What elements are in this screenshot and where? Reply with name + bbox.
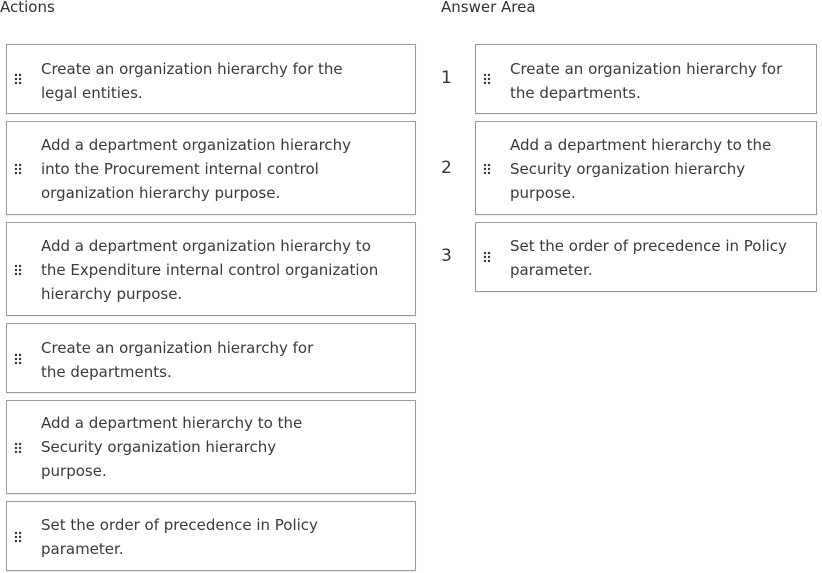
answer-text: Create an organization hierarchy for the departments. bbox=[510, 60, 783, 102]
action-text: Create an organization hierarchy for the legal entities. bbox=[41, 60, 343, 102]
drag-handle-icon[interactable] bbox=[14, 442, 22, 454]
action-item[interactable] bbox=[6, 400, 416, 494]
action-item[interactable] bbox=[6, 121, 416, 215]
answer-area-heading: Answer Area bbox=[441, 0, 536, 16]
action-text: Add a department hierarchy to the Security organization hierarchy purpose. bbox=[41, 414, 303, 480]
answer-slot[interactable] bbox=[475, 121, 817, 215]
drag-handle-icon[interactable] bbox=[483, 251, 491, 263]
answer-number: 2 bbox=[441, 158, 452, 178]
action-text: Add a department organization hierarchy into the Procurement internal control organization hierarchy purpose. bbox=[41, 136, 352, 202]
action-item[interactable] bbox=[6, 222, 416, 316]
drag-handle-icon[interactable] bbox=[14, 264, 22, 276]
actions-heading: Actions bbox=[0, 0, 55, 16]
action-item[interactable] bbox=[6, 501, 416, 571]
answer-number: 3 bbox=[441, 246, 452, 266]
action-text: Create an organization hierarchy for the departments. bbox=[41, 339, 314, 381]
drag-handle-icon[interactable] bbox=[483, 163, 491, 175]
drag-handle-icon[interactable] bbox=[14, 163, 22, 175]
answer-text: Add a department hierarchy to the Security organization hierarchy purpose. bbox=[510, 136, 772, 202]
action-item[interactable] bbox=[6, 44, 416, 114]
answer-slot[interactable] bbox=[475, 44, 817, 114]
drag-handle-icon[interactable] bbox=[14, 73, 22, 85]
drag-handle-icon[interactable] bbox=[483, 73, 491, 85]
action-item[interactable] bbox=[6, 323, 416, 393]
action-text: Add a department organization hierarchy to the Expenditure internal control organization hierarchy purpose. bbox=[41, 237, 379, 303]
action-text: Set the order of precedence in Policy parameter. bbox=[41, 516, 318, 558]
drag-handle-icon[interactable] bbox=[14, 531, 22, 543]
answer-text: Set the order of precedence in Policy parameter. bbox=[510, 237, 787, 279]
answer-number: 1 bbox=[441, 68, 452, 88]
answer-slot[interactable] bbox=[475, 222, 817, 292]
drag-handle-icon[interactable] bbox=[14, 353, 22, 365]
